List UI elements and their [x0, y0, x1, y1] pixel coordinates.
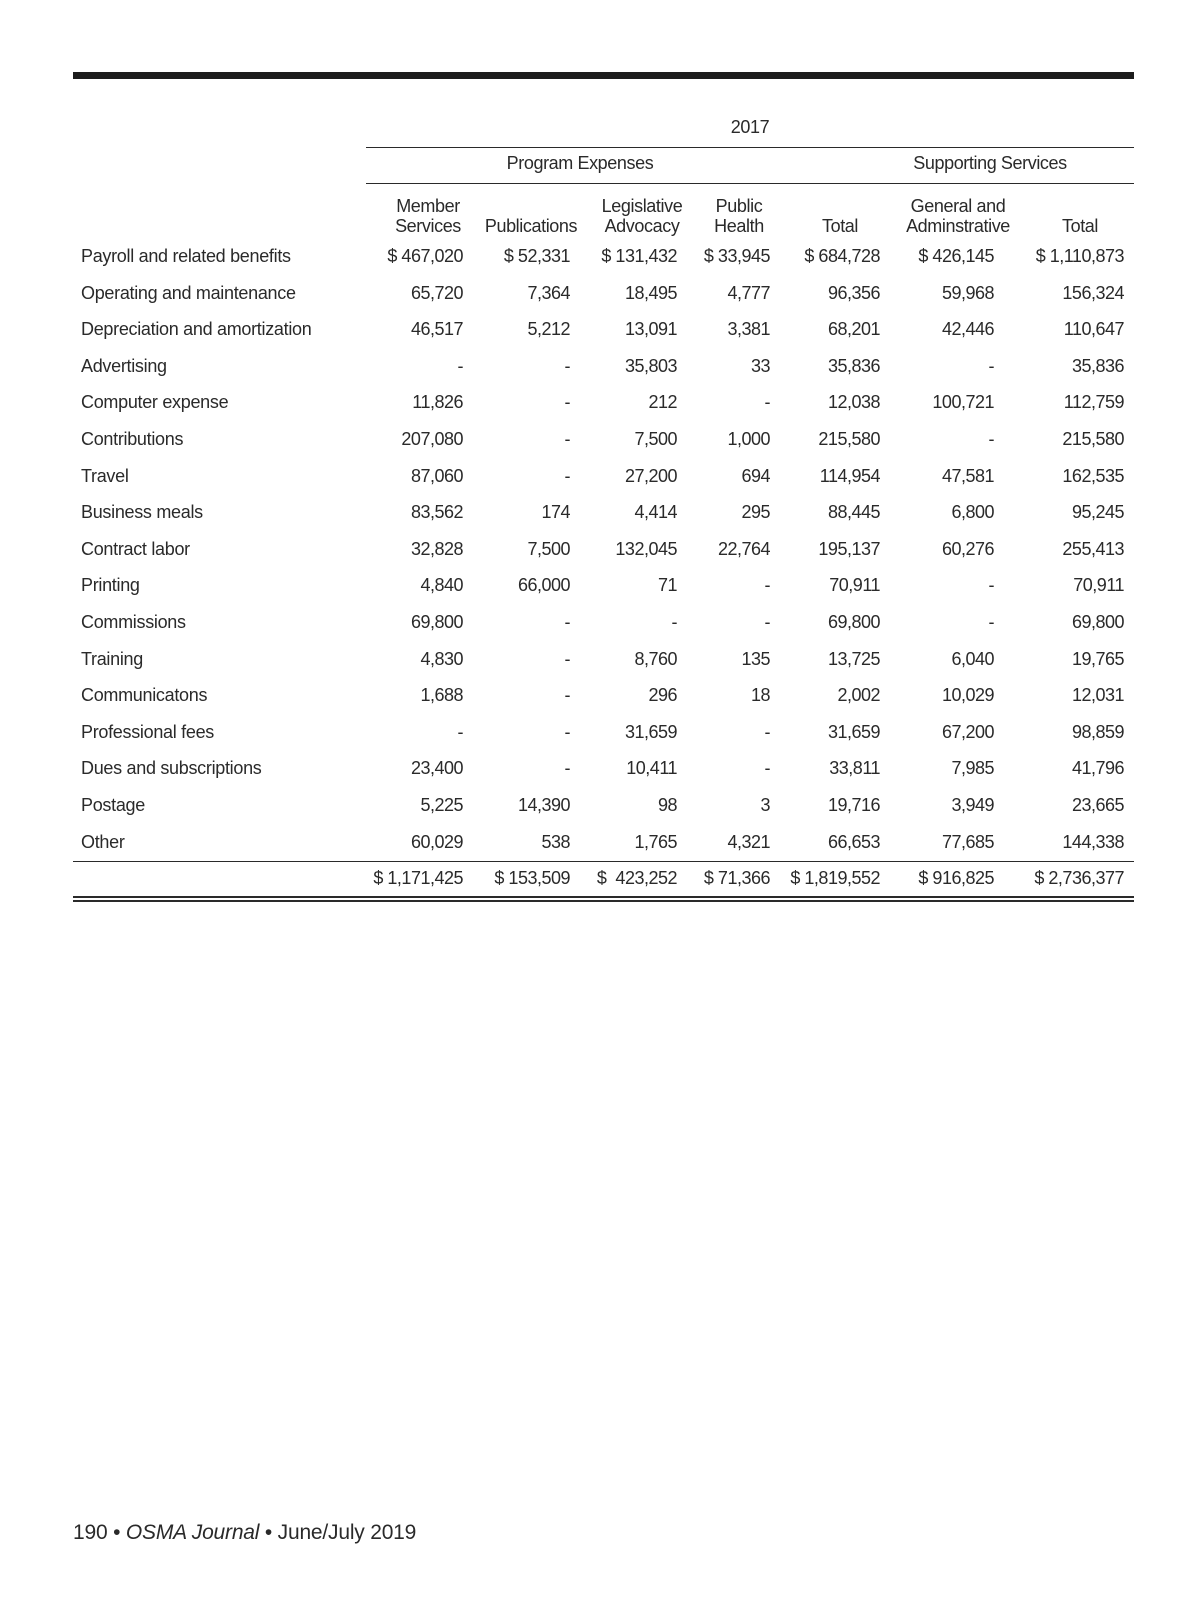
table-cell: 132,045 — [615, 539, 677, 559]
total-cell: $ 71,366 — [703, 868, 770, 888]
total-cell: $ 2,736,377 — [1034, 868, 1124, 888]
row-label: Payroll and related benefits — [81, 246, 291, 266]
table-cell: 110,647 — [1063, 319, 1124, 339]
table-cell: - — [564, 758, 570, 778]
year-header: 2017 — [730, 117, 770, 137]
table-cell: - — [988, 356, 994, 376]
table-cell: 5,212 — [527, 319, 570, 339]
table-cell: 33 — [750, 356, 770, 376]
table-cell: 135 — [741, 649, 770, 669]
table-cell: - — [457, 722, 463, 742]
table-cell: 3,949 — [951, 795, 994, 815]
table-cell: 6,800 — [951, 502, 994, 522]
row-label: Printing — [81, 575, 140, 595]
table-cell: - — [764, 612, 770, 632]
table-cell: 96,356 — [827, 283, 880, 303]
table-cell: 215,580 — [1062, 429, 1124, 449]
table-cell: 114,954 — [819, 466, 880, 486]
total-cell: $ 153,509 — [494, 868, 570, 888]
table-cell: 2,002 — [837, 685, 880, 705]
table-cell: 1,688 — [420, 685, 463, 705]
table-cell: 27,200 — [624, 466, 677, 486]
table-cell: - — [564, 392, 570, 412]
column-header-2-line-2: Publications — [484, 216, 578, 236]
table-cell: 7,500 — [634, 429, 677, 449]
table-cell: 98 — [657, 795, 677, 815]
journal-name: OSMA Journal — [125, 1521, 260, 1544]
issue-date: June/July 2019 — [277, 1521, 417, 1544]
table-cell: 68,201 — [827, 319, 880, 339]
table-cell: 18,495 — [624, 283, 677, 303]
table-cell: 77,685 — [941, 832, 994, 852]
table-cell: 35,836 — [1071, 356, 1124, 376]
table-cell: 69,800 — [410, 612, 463, 632]
column-header-3-line-2: Advocacy — [604, 216, 680, 236]
table-cell: 215,580 — [818, 429, 880, 449]
table-cell: 66,000 — [517, 575, 570, 595]
table-cell: 3 — [760, 795, 770, 815]
table-cell: - — [564, 429, 570, 449]
table-cell: 69,800 — [1071, 612, 1124, 632]
page-footer: 190 • OSMA Journal • June/July 2019 — [73, 1521, 417, 1544]
table-cell: 31,659 — [827, 722, 880, 742]
table-cell: 95,245 — [1071, 502, 1124, 522]
total-top-rule — [73, 861, 1134, 862]
row-label: Communicatons — [81, 685, 208, 705]
row-label: Other — [81, 832, 125, 852]
table-cell: 162,535 — [1062, 466, 1124, 486]
table-cell: 59,968 — [941, 283, 994, 303]
table-cell: $ 684,728 — [804, 246, 880, 266]
row-label: Contract labor — [81, 539, 190, 559]
table-cell: 35,836 — [827, 356, 880, 376]
table-cell: - — [671, 612, 677, 632]
column-header-6-line-1: General and — [910, 196, 1006, 216]
table-cell: $ 1,110,873 — [1035, 246, 1124, 266]
total-cell: $ 1,819,552 — [790, 868, 880, 888]
total-cell: $ 423,252 — [596, 868, 677, 888]
row-label: Travel — [81, 466, 129, 486]
table-cell: 12,031 — [1071, 685, 1124, 705]
table-cell: 41,796 — [1071, 758, 1124, 778]
table-cell: 60,029 — [410, 832, 463, 852]
row-label: Training — [81, 649, 143, 669]
table-cell: 1,765 — [634, 832, 677, 852]
row-label: Commissions — [81, 612, 186, 632]
table-cell: - — [988, 575, 994, 595]
table-cell: 6,040 — [951, 649, 994, 669]
table-cell: 47,581 — [941, 466, 994, 486]
table-cell: 70,911 — [1073, 575, 1124, 595]
column-header-4-line-2: Health — [714, 216, 764, 236]
table-cell: 31,659 — [624, 722, 677, 742]
table-cell: - — [764, 758, 770, 778]
column-header-4-line-1: Public — [715, 196, 763, 216]
supporting-services-header: Supporting Services — [913, 153, 1067, 173]
column-header-7-line-2: Total — [1061, 216, 1099, 236]
group-rule — [366, 183, 1134, 184]
table-cell: 4,321 — [727, 832, 770, 852]
page-number: 190 — [73, 1521, 108, 1544]
table-cell: - — [764, 575, 770, 595]
table-cell: 87,060 — [410, 466, 463, 486]
table-cell: 42,446 — [941, 319, 994, 339]
table-cell: 7,985 — [951, 758, 994, 778]
table-cell: 212 — [648, 392, 677, 412]
table-cell: 100,721 — [932, 392, 994, 412]
column-header-3-line-1: Legislative — [601, 196, 683, 216]
row-label: Advertising — [81, 356, 167, 376]
total-cell: $ 1,171,425 — [373, 868, 463, 888]
table-cell: 12,038 — [827, 392, 880, 412]
table-cell: 112,759 — [1063, 392, 1124, 412]
table-cell: 83,562 — [410, 502, 463, 522]
table-cell: 174 — [541, 502, 570, 522]
total-cell: $ 916,825 — [918, 868, 994, 888]
table-cell: $ 33,945 — [703, 246, 770, 266]
table-cell: 694 — [741, 466, 770, 486]
table-cell: 98,859 — [1071, 722, 1124, 742]
column-header-1-line-2: Services — [395, 216, 461, 236]
table-cell: $ 131,432 — [601, 246, 677, 266]
table-cell: 46,517 — [410, 319, 463, 339]
year-rule — [366, 147, 1134, 148]
table-cell: - — [988, 429, 994, 449]
table-cell: 32,828 — [410, 539, 463, 559]
table-cell: 4,830 — [420, 649, 463, 669]
row-label: Contributions — [81, 429, 184, 449]
table-cell: 195,137 — [818, 539, 880, 559]
table-cell: 296 — [648, 685, 677, 705]
table-cell: 70,911 — [829, 575, 880, 595]
table-cell: 10,029 — [941, 685, 994, 705]
table-cell: 5,225 — [420, 795, 463, 815]
table-cell: - — [988, 612, 994, 632]
table-cell: - — [764, 722, 770, 742]
table-cell: - — [564, 649, 570, 669]
row-label: Operating and maintenance — [81, 283, 296, 303]
table-cell: 295 — [741, 502, 770, 522]
row-label: Professional fees — [81, 722, 214, 742]
table-cell: 4,777 — [727, 283, 770, 303]
row-label: Dues and subscriptions — [81, 758, 262, 778]
table-cell: 538 — [541, 832, 570, 852]
table-cell: 7,500 — [527, 539, 570, 559]
table-cell: - — [564, 466, 570, 486]
table-cell: 60,276 — [941, 539, 994, 559]
table-cell: 13,091 — [624, 319, 677, 339]
table-cell: 156,324 — [1062, 283, 1124, 303]
table-cell: 19,716 — [827, 795, 880, 815]
row-label: Postage — [81, 795, 145, 815]
table-cell: $ 467,020 — [387, 246, 463, 266]
top-rule — [73, 72, 1134, 79]
table-cell: 8,760 — [634, 649, 677, 669]
table-cell: 69,800 — [827, 612, 880, 632]
table-cell: 19,765 — [1071, 649, 1124, 669]
row-label: Business meals — [81, 502, 203, 522]
table-cell: 10,411 — [626, 758, 677, 778]
column-header-1-line-1: Member — [396, 196, 460, 216]
program-expenses-header: Program Expenses — [506, 153, 654, 173]
table-cell: $ 52,331 — [503, 246, 570, 266]
table-cell: 3,381 — [727, 319, 770, 339]
table-cell: 18 — [750, 685, 770, 705]
table-cell: - — [564, 685, 570, 705]
table-cell: 13,725 — [827, 649, 880, 669]
total-double-rule-2 — [73, 900, 1134, 902]
table-cell: 67,200 — [941, 722, 994, 742]
table-cell: - — [764, 392, 770, 412]
table-cell: 144,338 — [1062, 832, 1124, 852]
total-double-rule-1 — [73, 896, 1134, 898]
table-cell: 1,000 — [727, 429, 770, 449]
table-cell: 88,445 — [827, 502, 880, 522]
table-cell: 35,803 — [624, 356, 677, 376]
table-cell: 23,665 — [1071, 795, 1124, 815]
row-label: Depreciation and amortization — [81, 319, 312, 339]
table-cell: 23,400 — [410, 758, 463, 778]
table-cell: 22,764 — [717, 539, 770, 559]
table-cell: $ 426,145 — [918, 246, 994, 266]
row-label: Computer expense — [81, 392, 229, 412]
table-cell: - — [564, 722, 570, 742]
table-cell: 7,364 — [527, 283, 570, 303]
table-cell: 33,811 — [829, 758, 880, 778]
table-cell: 4,414 — [634, 502, 677, 522]
table-cell: 11,826 — [412, 392, 463, 412]
table-cell: 66,653 — [827, 832, 880, 852]
table-cell: 4,840 — [420, 575, 463, 595]
table-cell: - — [564, 612, 570, 632]
table-cell: 255,413 — [1062, 539, 1124, 559]
table-cell: 207,080 — [401, 429, 463, 449]
table-cell: 65,720 — [410, 283, 463, 303]
column-header-5-line-2: Total — [821, 216, 859, 236]
column-header-6-line-2: Adminstrative — [906, 216, 1010, 236]
table-cell: 71 — [657, 575, 677, 595]
table-cell: - — [564, 356, 570, 376]
table-cell: - — [457, 356, 463, 376]
table-cell: 14,390 — [517, 795, 570, 815]
